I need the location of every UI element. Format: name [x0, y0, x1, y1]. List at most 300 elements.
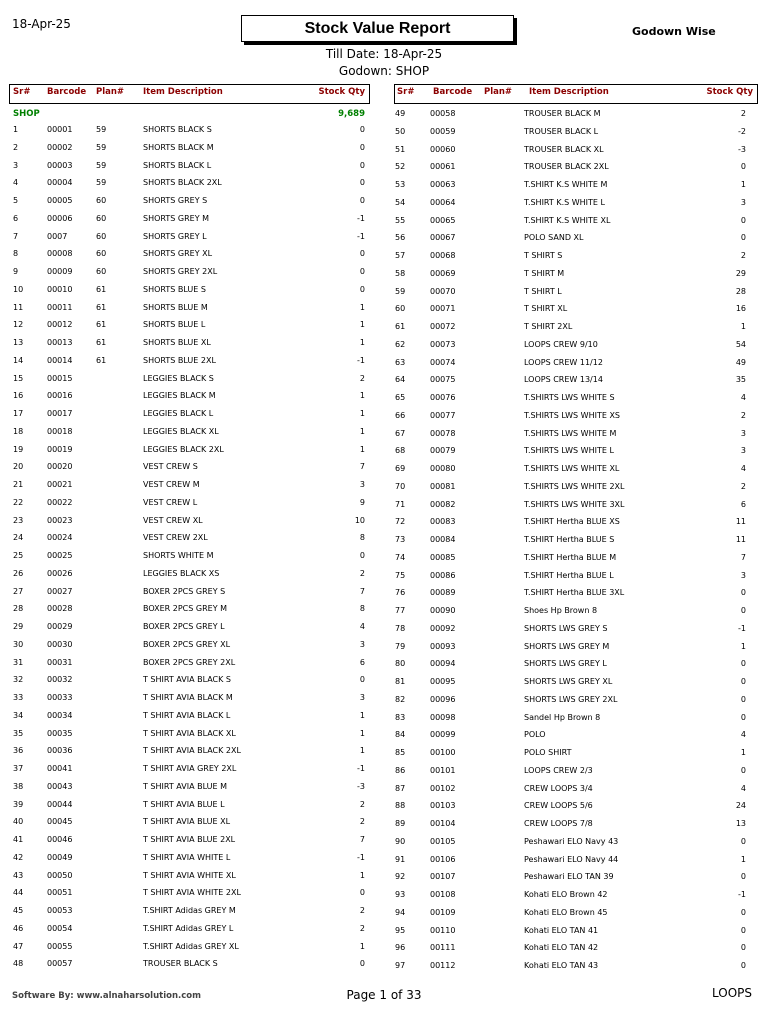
row-sr: 27	[13, 586, 24, 596]
row-barcode: 00045	[47, 817, 73, 827]
table-row	[0, 142, 768, 163]
row-sr: 30	[13, 639, 24, 649]
table-row	[0, 639, 768, 660]
table-row	[0, 198, 768, 216]
row-stock-qty: 7	[359, 586, 365, 596]
row-description: LOOPS CREW 13/14	[524, 375, 603, 385]
page-number: Page 1 of 33	[346, 988, 422, 1002]
table-row	[0, 109, 768, 127]
row-barcode: 00070	[430, 286, 456, 296]
row-plan: 60	[96, 231, 107, 241]
row-stock-qty: 1	[359, 941, 365, 951]
row-barcode: 00112	[430, 961, 456, 970]
row-barcode: 00105	[430, 836, 456, 846]
row-description: POLO SAND XL	[524, 233, 584, 243]
row-barcode: 00107	[430, 872, 456, 882]
row-description: SHORTS BLUE L	[143, 320, 206, 330]
row-description: T.SHIRTS LWS WHITE S	[524, 393, 615, 402]
row-barcode: 0007	[47, 231, 68, 241]
row-barcode: 00067	[430, 233, 456, 243]
row-barcode: 00095	[430, 677, 456, 686]
row-sr: 86	[395, 765, 406, 775]
row-barcode: 00100	[430, 748, 456, 757]
row-sr: 5	[13, 196, 19, 205]
row-stock-qty: 1	[359, 302, 365, 312]
row-stock-qty: 3	[740, 570, 746, 580]
row-stock-qty: 0	[359, 267, 365, 276]
row-barcode: 00104	[430, 819, 456, 828]
row-stock-qty: -1	[738, 623, 746, 633]
row-stock-qty: 8	[359, 604, 365, 614]
row-sr: 19	[13, 444, 24, 454]
row-stock-qty: 1	[359, 444, 365, 454]
row-barcode: 00014	[47, 355, 73, 365]
row-plan: 61	[96, 284, 107, 294]
row-description: Peshawari ELO Navy 43	[524, 836, 619, 846]
table-row	[0, 801, 768, 819]
row-sr: 73	[395, 535, 406, 544]
row-stock-qty: 0	[740, 712, 746, 722]
row-stock-qty: 29	[735, 268, 746, 278]
row-sr: 35	[13, 728, 24, 738]
row-barcode: 00103	[430, 801, 456, 811]
row-description: Peshawari ELO Navy 44	[524, 854, 619, 864]
row-barcode: 00075	[430, 375, 456, 385]
row-sr: 22	[13, 497, 24, 507]
row-stock-qty: 2	[359, 817, 365, 827]
row-stock-qty: 10	[354, 515, 365, 525]
row-barcode: 00051	[47, 888, 73, 898]
row-stock-qty: 0	[359, 196, 365, 205]
row-sr: 63	[395, 357, 406, 367]
row-description: T.SHIRT Hertha BLUE S	[524, 535, 615, 544]
row-sr: 94	[395, 907, 406, 917]
row-barcode: 00077	[430, 410, 456, 420]
row-stock-qty: -1	[357, 213, 365, 223]
row-description: LOOPS CREW 2/3	[524, 765, 593, 775]
row-stock-qty: 7	[740, 552, 746, 562]
row-stock-qty: 6	[740, 499, 746, 509]
row-sr: 7	[13, 231, 19, 241]
row-stock-qty: 4	[740, 783, 746, 793]
row-barcode: 00069	[430, 268, 456, 278]
row-stock-qty: 2	[740, 481, 746, 491]
row-sr: 66	[395, 410, 406, 420]
row-description: VEST CREW M	[143, 480, 200, 489]
row-stock-qty: 11	[735, 535, 746, 544]
left-col-sr: Sr#	[13, 87, 31, 97]
row-sr: 57	[395, 251, 406, 260]
row-description: T SHIRT L	[524, 286, 562, 296]
row-barcode: 00005	[47, 196, 73, 205]
godown-name: Godown: SHOP	[338, 64, 430, 78]
table-row	[0, 340, 768, 358]
table-row	[0, 766, 768, 784]
row-barcode: 00009	[47, 267, 73, 276]
row-stock-qty: 0	[359, 178, 365, 188]
row-sr: 26	[13, 568, 24, 578]
row-stock-qty: 0	[359, 959, 365, 969]
row-barcode: 00022	[47, 497, 73, 507]
row-sr: 55	[395, 215, 406, 225]
row-description: BOXER 2PCS GREY L	[143, 622, 225, 631]
row-barcode: 00058	[430, 109, 456, 118]
row-plan: 59	[96, 160, 107, 170]
row-description: T.SHIRTS LWS WHITE 2XL	[524, 481, 625, 491]
row-stock-qty: -2	[738, 126, 746, 136]
row-description: Sandel Hp Brown 8	[524, 712, 601, 722]
row-description: T.SHIRT K.S WHITE M	[524, 180, 608, 189]
row-stock-qty: 1	[359, 391, 365, 401]
table-row	[0, 304, 768, 322]
row-barcode: 00019	[47, 444, 73, 454]
row-description: SHORTS BLACK M	[143, 142, 214, 152]
row-barcode: 00004	[47, 178, 73, 188]
row-sr: 72	[395, 517, 406, 527]
row-stock-qty: 1	[359, 426, 365, 436]
row-sr: 51	[395, 144, 406, 154]
row-description: SHORTS GREY L	[143, 231, 207, 241]
row-description: T.SHIRTS LWS WHITE XS	[524, 410, 620, 420]
row-stock-qty: 4	[740, 393, 746, 402]
row-sr: 49	[395, 109, 406, 118]
row-description: BOXER 2PCS GREY XL	[143, 639, 231, 649]
row-sr: 78	[395, 623, 406, 633]
row-sr: 65	[395, 393, 406, 402]
row-description: T SHIRT AVIA BLUE XL	[143, 817, 231, 827]
row-barcode: 00086	[430, 570, 456, 580]
row-sr: 2	[13, 142, 19, 152]
row-sr: 76	[395, 588, 406, 598]
row-sr: 21	[13, 480, 24, 489]
row-barcode: 00001	[47, 125, 73, 134]
row-sr: 85	[395, 748, 406, 757]
row-description: T SHIRT AVIA WHITE L	[143, 852, 231, 862]
table-row	[0, 677, 768, 695]
row-sr: 38	[13, 781, 24, 791]
row-description: SHORTS BLUE XL	[143, 338, 211, 347]
row-sr: 62	[395, 339, 406, 349]
row-barcode: 00055	[47, 941, 73, 951]
table-row	[0, 251, 768, 269]
row-description: BOXER 2PCS GREY M	[143, 604, 228, 614]
row-stock-qty: 0	[359, 249, 365, 259]
row-description: SHORTS GREY 2XL	[143, 267, 218, 276]
row-stock-qty: 13	[735, 819, 746, 828]
row-description: Shoes Hp Brown 8	[524, 606, 598, 615]
row-description: T SHIRT AVIA BLACK M	[143, 693, 233, 702]
row-stock-qty: 3	[359, 639, 365, 649]
table-row	[0, 943, 768, 961]
row-description: SHORTS WHITE M	[143, 551, 214, 560]
row-stock-qty: -3	[738, 144, 746, 154]
row-barcode: 00033	[47, 693, 73, 702]
table-row	[0, 710, 768, 731]
row-description: T SHIRT AVIA BLUE 2XL	[143, 835, 236, 844]
row-stock-qty: 1	[359, 728, 365, 738]
table-row	[0, 890, 768, 908]
row-stock-qty: 16	[735, 304, 746, 314]
row-barcode: 00071	[430, 304, 456, 314]
row-description: T.SHIRT K.S WHITE XL	[524, 215, 611, 225]
table-row	[0, 127, 768, 145]
row-stock-qty: 0	[740, 907, 746, 917]
table-row	[0, 659, 768, 677]
row-description: T.SHIRT Hertha BLUE L	[524, 570, 614, 580]
row-barcode: 00080	[430, 464, 456, 473]
row-sr: 34	[13, 710, 24, 720]
row-stock-qty: 0	[740, 765, 746, 775]
till-date: Till Date: 18-Apr-25	[325, 47, 443, 61]
row-stock-qty: 0	[740, 659, 746, 669]
row-description: T.SHIRTS LWS WHITE XL	[524, 464, 620, 473]
row-sr: 33	[13, 693, 24, 702]
row-description: SHORTS GREY M	[143, 213, 210, 223]
row-plan: 61	[96, 320, 107, 330]
table-row	[0, 730, 768, 748]
row-barcode: 00078	[430, 428, 456, 438]
report-date: 18-Apr-25	[12, 17, 71, 31]
row-barcode: 00003	[47, 160, 73, 170]
table-row	[0, 872, 768, 890]
row-description: SHORTS BLUE M	[143, 302, 208, 312]
row-stock-qty: 0	[740, 233, 746, 243]
row-sr: 91	[395, 854, 406, 864]
row-sr: 24	[13, 533, 24, 543]
row-sr: 29	[13, 622, 24, 631]
row-barcode: 00089	[430, 588, 456, 598]
table-row	[0, 213, 768, 234]
row-barcode: 00044	[47, 799, 73, 809]
table-row	[0, 497, 768, 518]
report-mode: Godown Wise	[632, 25, 716, 38]
row-stock-qty: 4	[359, 622, 365, 631]
row-sr: 70	[395, 481, 406, 491]
table-row	[0, 517, 768, 535]
row-barcode: 00026	[47, 568, 73, 578]
row-stock-qty: 3	[740, 197, 746, 207]
row-sr: 18	[13, 426, 24, 436]
row-description: T SHIRT AVIA BLACK S	[143, 675, 232, 685]
row-barcode: 00099	[430, 730, 456, 740]
row-stock-qty: 7	[359, 835, 365, 844]
row-stock-qty: 7	[359, 462, 365, 472]
row-barcode: 00072	[430, 322, 456, 331]
row-sr: 89	[395, 819, 406, 828]
row-barcode: 00031	[47, 657, 73, 667]
row-plan: 59	[96, 178, 107, 188]
row-barcode: 00054	[47, 923, 73, 933]
left-col-barcode: Barcode	[47, 87, 87, 97]
row-sr: 11	[13, 302, 24, 312]
row-description: LOOPS CREW 11/12	[524, 357, 603, 367]
row-stock-qty: 2	[359, 906, 365, 915]
row-description: T.SHIRT Adidas GREY L	[143, 923, 234, 933]
row-barcode: 00023	[47, 515, 73, 525]
row-barcode: 00028	[47, 604, 73, 614]
row-stock-qty: 0	[359, 888, 365, 898]
row-description: Kohati ELO Brown 45	[524, 907, 608, 917]
row-description: LOOPS CREW 9/10	[524, 339, 598, 349]
row-stock-qty: 28	[735, 286, 746, 296]
row-description: POLO	[524, 730, 546, 740]
row-plan: 60	[96, 213, 107, 223]
row-description: LEGGIES BLACK M	[143, 391, 216, 401]
row-stock-qty: 0	[740, 836, 746, 846]
left-col-qty: Stock Qty	[318, 87, 365, 97]
row-barcode: 00002	[47, 142, 73, 152]
row-sr: 23	[13, 515, 24, 525]
table-row	[0, 781, 768, 802]
table-row	[0, 819, 768, 837]
row-sr: 53	[395, 180, 406, 189]
row-barcode: 00108	[430, 890, 456, 899]
row-sr: 60	[395, 304, 406, 314]
table-row	[0, 446, 768, 464]
row-barcode: 00068	[430, 251, 456, 260]
row-stock-qty: 0	[740, 606, 746, 615]
row-stock-qty: 0	[740, 961, 746, 970]
row-sr: 79	[395, 641, 406, 651]
row-description: T SHIRT M	[524, 268, 565, 278]
row-stock-qty: 1	[740, 748, 746, 757]
row-sr: 97	[395, 961, 406, 970]
row-stock-qty: 0	[740, 677, 746, 686]
table-row	[0, 464, 768, 482]
row-sr: 3	[13, 160, 19, 170]
row-barcode: 00076	[430, 393, 456, 402]
row-stock-qty: -1	[357, 231, 365, 241]
row-sr: 56	[395, 233, 406, 243]
row-stock-qty: 2	[359, 373, 365, 383]
row-barcode: 00102	[430, 783, 456, 793]
report-title: Stock Value Report	[241, 15, 514, 42]
row-barcode: 00027	[47, 586, 73, 596]
row-sr: 40	[13, 817, 24, 827]
row-description: CREW LOOPS 5/6	[524, 801, 593, 811]
row-description: VEST CREW 2XL	[143, 533, 208, 543]
row-stock-qty: 1	[740, 641, 746, 651]
row-sr: 28	[13, 604, 24, 614]
row-barcode: 00046	[47, 835, 73, 844]
row-sr: 87	[395, 783, 406, 793]
row-description: TROUSER BLACK M	[524, 109, 601, 118]
row-stock-qty: 9	[359, 497, 365, 507]
row-stock-qty: 0	[359, 284, 365, 294]
row-barcode: 00012	[47, 320, 73, 330]
row-sr: 47	[13, 941, 24, 951]
right-col-plan: Plan#	[484, 87, 513, 97]
row-sr: 92	[395, 872, 406, 882]
row-stock-qty: -1	[738, 890, 746, 899]
row-sr: 46	[13, 923, 24, 933]
row-stock-qty: 54	[735, 339, 746, 349]
row-sr: 37	[13, 764, 24, 773]
row-barcode: 00034	[47, 710, 73, 720]
row-barcode: 00065	[430, 215, 456, 225]
table-row	[0, 284, 768, 305]
row-sr: 90	[395, 836, 406, 846]
row-barcode: 00101	[430, 765, 456, 775]
row-sr: 25	[13, 551, 24, 560]
row-stock-qty: 3	[740, 446, 746, 456]
row-barcode: 00081	[430, 481, 456, 491]
row-stock-qty: 35	[735, 375, 746, 385]
row-stock-qty: 0	[740, 694, 746, 704]
group-name: SHOP	[13, 109, 40, 119]
table-row	[0, 624, 768, 642]
row-stock-qty: -1	[357, 764, 365, 773]
table-row	[0, 269, 768, 287]
row-stock-qty: 0	[359, 551, 365, 560]
row-sr: 93	[395, 890, 406, 899]
row-plan: 61	[96, 302, 107, 312]
table-row	[0, 606, 768, 624]
row-sr: 84	[395, 730, 406, 740]
row-sr: 36	[13, 746, 24, 756]
row-sr: 71	[395, 499, 406, 509]
row-description: T.SHIRT Hertha BLUE XS	[524, 517, 620, 527]
table-row	[0, 233, 768, 251]
row-description: LEGGIES BLACK XS	[143, 568, 220, 578]
row-stock-qty: 4	[740, 464, 746, 473]
row-sr: 64	[395, 375, 406, 385]
row-barcode: 00008	[47, 249, 73, 259]
row-plan: 60	[96, 249, 107, 259]
row-description: T.SHIRTS LWS WHITE L	[524, 446, 614, 456]
row-stock-qty: 2	[740, 251, 746, 260]
row-sr: 13	[13, 338, 24, 347]
row-sr: 12	[13, 320, 24, 330]
table-row	[0, 852, 768, 873]
row-description: CREW LOOPS 7/8	[524, 819, 593, 828]
row-description: SHORTS BLUE 2XL	[143, 355, 216, 365]
row-barcode: 00110	[430, 925, 456, 935]
row-barcode: 00053	[47, 906, 73, 915]
row-sr: 14	[13, 355, 24, 365]
row-stock-qty: 2	[359, 923, 365, 933]
row-barcode: 00063	[430, 180, 456, 189]
row-sr: 32	[13, 675, 24, 685]
table-row	[0, 322, 768, 340]
row-sr: 96	[395, 943, 406, 953]
row-barcode: 00098	[430, 712, 456, 722]
row-sr: 1	[13, 125, 19, 134]
row-sr: 69	[395, 464, 406, 473]
row-description: LEGGIES BLACK S	[143, 373, 214, 383]
row-stock-qty: 0	[359, 142, 365, 152]
row-barcode: 00057	[47, 959, 73, 969]
row-stock-qty: 3	[740, 428, 746, 438]
row-description: T.SHIRT Hertha BLUE M	[524, 552, 617, 562]
row-stock-qty: 0	[359, 125, 365, 134]
row-barcode: 00020	[47, 462, 73, 472]
row-description: SHORTS BLACK L	[143, 160, 212, 170]
row-description: VEST CREW S	[143, 462, 198, 472]
right-col-qty: Stock Qty	[706, 87, 753, 97]
row-stock-qty: 24	[735, 801, 746, 811]
row-plan: 60	[96, 196, 107, 205]
row-description: T SHIRT AVIA BLUE L	[143, 799, 225, 809]
row-stock-qty: 3	[359, 693, 365, 702]
row-barcode: 00093	[430, 641, 456, 651]
table-row	[0, 393, 768, 411]
row-description: POLO SHIRT	[524, 748, 572, 757]
row-description: Kohati ELO TAN 41	[524, 925, 599, 935]
row-stock-qty: 2	[359, 799, 365, 809]
row-sr: 61	[395, 322, 406, 331]
row-sr: 31	[13, 657, 24, 667]
